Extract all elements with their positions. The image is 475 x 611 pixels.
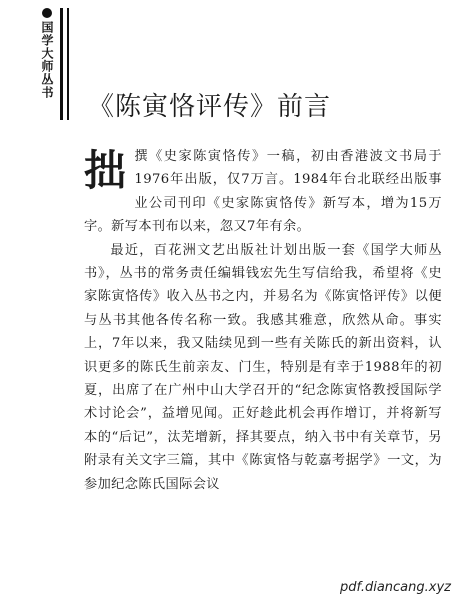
spine-rule-thick <box>60 8 63 120</box>
series-marker <box>40 8 54 99</box>
spine-rule-thin <box>67 8 69 120</box>
series-label: 国学大师丛书 <box>40 21 54 99</box>
paragraph-2: 最近，百花洲文艺出版社计划出版一套《国学大师丛书》，丛书的常务责任编辑钱宏先生写信给我，希望将《史家陈寅恪传》收入丛书之内，并易名为《陈寅恪评传》以便与丛书其他各传名称一致。我感其雅意，欣然从命。事实上，7年以来，我又陆续见到一些有关陈氏的新出资料，认识更多的陈氏生前亲友、门生，特别是有幸于1988年的初夏，出席了在广州中山大学召开的“纪念陈寅恪教授国际学术讨论会”，益增见闻。正好趁此机会再作增订，并将新写本的“后记”，汰芜增新，择其要点，纳入书中有关章节，另附录有关文字三篇，其中《陈寅恪与乾嘉考据学》一文，为参加纪念陈氏国际会议 <box>84 242 442 492</box>
paragraph-1 <box>84 145 442 239</box>
page-title: 《陈寅恪评传》前言 <box>88 92 332 122</box>
watermark: pdf.diancang.xyz <box>339 580 451 595</box>
paragraph-1-text: 撰《史家陈寅恪传》一稿，初由香港波文书局于1976年出版，仅7万言。1984年台北联经出版事业公司刊印《史家陈寅恪传》新写本，增为15万字。新写本刊布以来，忽又7年有余。 <box>84 149 442 235</box>
series-bullet-icon <box>42 8 52 18</box>
body-text <box>84 145 442 496</box>
drop-cap: 拙 <box>84 146 127 195</box>
